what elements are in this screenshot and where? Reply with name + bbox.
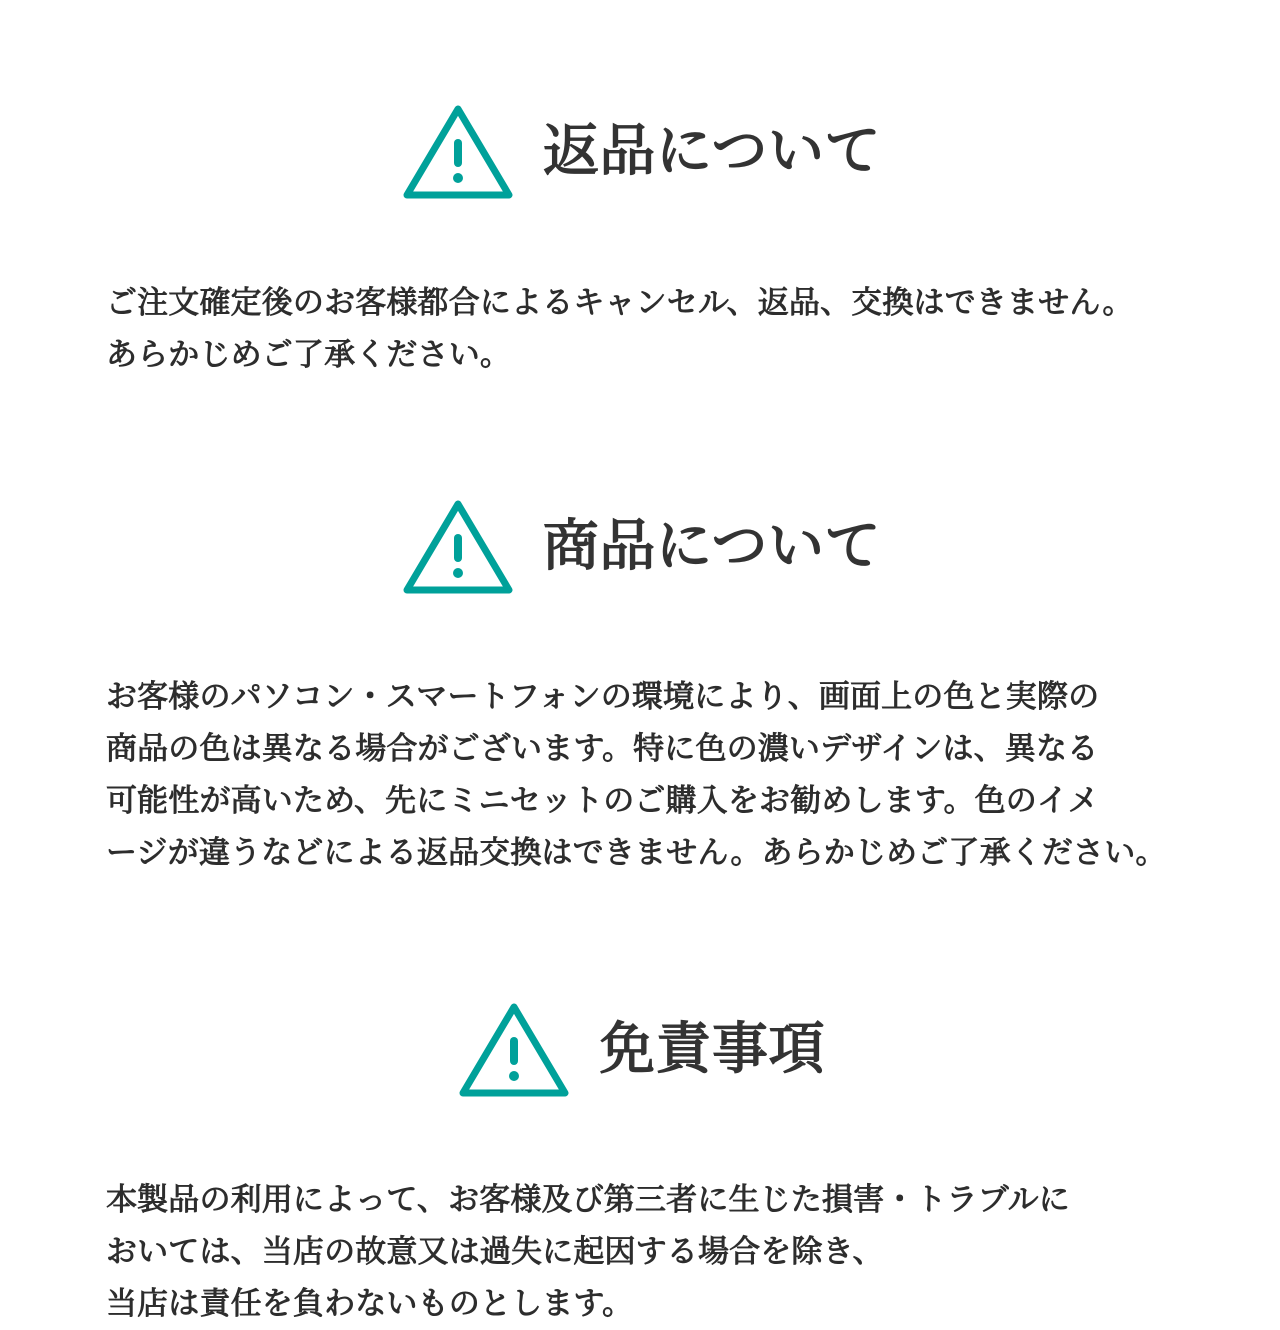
- section-body: [100, 671, 1180, 879]
- section-header: [100, 74, 1180, 229]
- section-title: 商品について: [542, 514, 882, 578]
- body-line: 当店は責任を負わないものとします。: [106, 1286, 634, 1322]
- body-line: ージが違うなどによる返品交換はできません。あらかじめご了承ください。: [106, 835, 1167, 871]
- section-header: [100, 972, 1180, 1127]
- section-header: [100, 469, 1180, 624]
- body-line: お客様のパソコン・スマートフォンの環境により、画面上の色と実際の: [106, 679, 1100, 715]
- body-line: あらかじめご了承ください。: [106, 336, 512, 372]
- body-line: おいては、当店の故意又は過失に起因する場合を除き、: [106, 1234, 884, 1270]
- warning-triangle-icon: [455, 997, 573, 1101]
- body-line: 可能性が高いため、先にミニセットのご購入をお勧めします。色のイメ: [106, 783, 1099, 819]
- section-body: [100, 1174, 1180, 1330]
- section-body: [100, 277, 1180, 381]
- body-line: 商品の色は異なる場合がございます。特に色の濃いデザインは、異なる: [106, 731, 1099, 767]
- warning-triangle-icon: [399, 494, 517, 598]
- page-title: 返品について: [542, 119, 882, 183]
- section-returns: [100, 60, 1180, 381]
- body-line: 本製品の利用によって、お客様及び第三者に生じた損害・トラブルに: [106, 1182, 1070, 1218]
- body-line: ご注文確定後のお客様都合によるキャンセル、返品、交換はできません。: [106, 284, 1134, 320]
- warning-triangle-icon: [399, 99, 517, 203]
- section-product: [100, 469, 1180, 880]
- section-disclaimer: [100, 972, 1180, 1330]
- section-title: 免責事項: [598, 1017, 826, 1080]
